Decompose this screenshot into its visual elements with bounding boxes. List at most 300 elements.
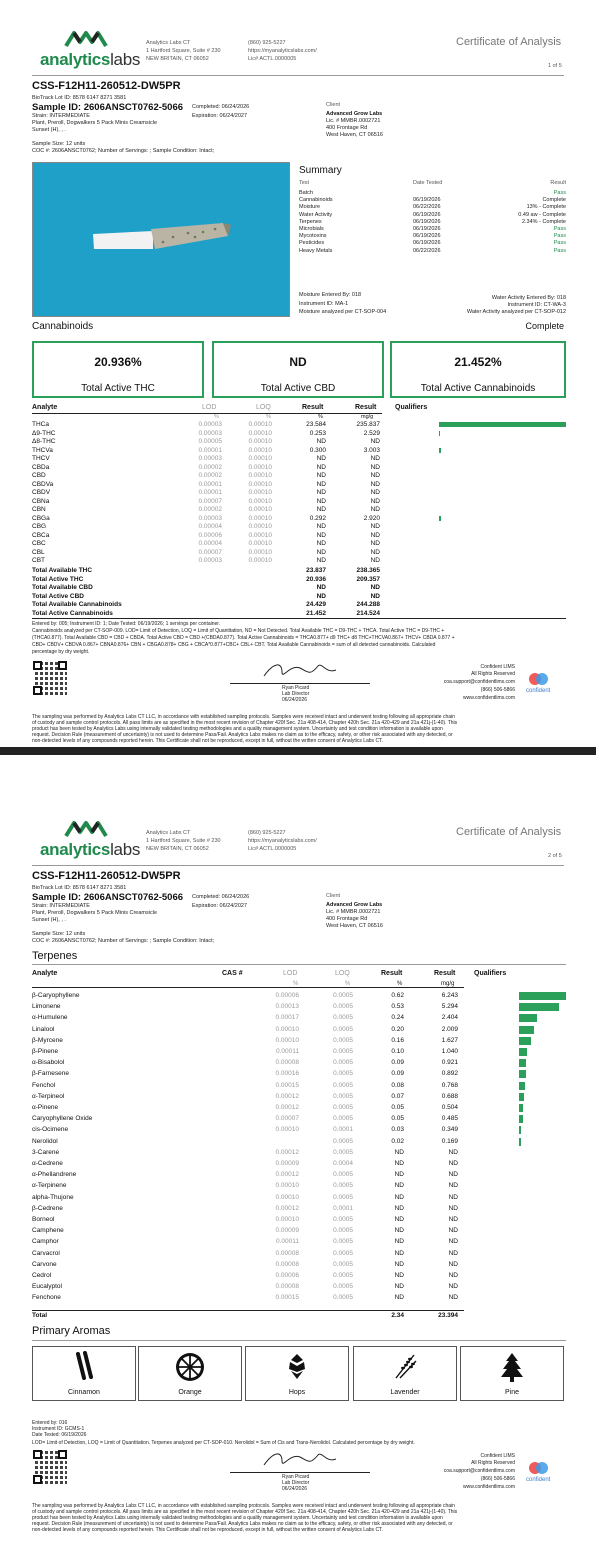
disclaimer-5: non-detected levels of any compounds reported herein. This Certificate shall not be reproduced, except in full, without the written consent of Analytics Labs CT. xyxy=(32,738,383,744)
analyte-result-pct: ND xyxy=(316,463,326,471)
summary-result: Pass xyxy=(553,190,566,196)
analyte-name: THCV xyxy=(32,455,50,462)
analyte-loq: 0.00010 xyxy=(248,548,272,556)
terpene-loq: 0.0001 xyxy=(333,1126,353,1134)
terpene-lod: 0.00010 xyxy=(275,1036,299,1044)
qualifier-bar xyxy=(519,1138,521,1146)
table-row xyxy=(0,1138,596,1148)
terpene-result-mg: 6.243 xyxy=(441,992,458,999)
analyte-result-mg: 3.003 xyxy=(363,446,380,454)
sample-id: Sample ID: 2606ANSCT0762-5066 xyxy=(32,892,184,903)
lab-url[interactable]: https://myanalyticslabs.com/ xyxy=(248,48,317,54)
confident-logo-text: confident xyxy=(526,688,551,694)
terpene-result-pct: ND xyxy=(394,1227,404,1235)
summary-test: Pesticides xyxy=(299,240,325,247)
disclaimer-2: of custody and sample control protocols. All pass limits are as specified in the most recent revision of Chapter 420f Sec. 21a 408-414, Chapter 420h Sec. 21a 420-429 and 21a 421j-(1-40). This xyxy=(32,1509,458,1515)
page-separator xyxy=(0,745,596,789)
product-2: Sunset (H), , . xyxy=(32,127,66,133)
terpene-name: Caryophyllene Oxide xyxy=(32,1115,93,1123)
disclaimer-4: request. Decision Rule (measurement of uncertainty) is not used to determine Pass/Fail. Analytics Labs makes no claim as to the efficacy, safety, or other risk associated with any detected, or xyxy=(32,732,453,738)
lims-rights: All Rights Reserved xyxy=(471,1460,515,1466)
terpene-name: Nerolidol xyxy=(32,1137,58,1145)
lab-address: 1 Hartford Square, Suite # 230 xyxy=(146,838,221,844)
cann-col-result: Result xyxy=(302,404,324,411)
completed-date: Completed: 06/24/2026 xyxy=(192,104,250,110)
summary-test: Microbials xyxy=(299,226,324,232)
terpene-loq: 0.0005 xyxy=(333,1003,353,1011)
terp-col-result: Result xyxy=(381,970,403,977)
table-row xyxy=(0,515,596,523)
total-row xyxy=(0,610,596,618)
terpene-lod: 0.00006 xyxy=(275,992,299,999)
total-pct: 20.936 xyxy=(306,575,326,583)
analyte-lod: 0.00003 xyxy=(198,455,222,462)
summary-result: Pass xyxy=(553,240,566,247)
terp-notes-2: Instrument ID: GCMS-1 xyxy=(32,1426,85,1432)
analyte-loq: 0.00010 xyxy=(248,540,272,547)
analyte-lod: 0.00003 xyxy=(198,429,222,437)
total-thc-box xyxy=(32,341,204,398)
terpene-name: Camphor xyxy=(32,1238,59,1246)
table-row xyxy=(0,472,596,480)
terpene-name: α-Terpineol xyxy=(32,1092,65,1100)
summary-test: Batch xyxy=(299,190,314,196)
water-instrument: Instrument ID: CT-WA-3 xyxy=(507,302,566,308)
disclaimer-1: The sampling was performed by Analytics Labs CT LLC, in accordance with established sampling protocols. Samples were received intact and underwent testing following all appropriate chain xyxy=(32,714,455,720)
terpene-result-pct: ND xyxy=(394,1216,404,1223)
aroma-hops xyxy=(245,1346,349,1401)
disclaimer-3: product has been tested by Analytics Labs using internally validated testing methodologies and a quality management system. Uncertainty and test condition information is available upon xyxy=(32,726,443,732)
terpene-lod: 0.00012 xyxy=(275,1171,299,1179)
total-row xyxy=(0,576,596,584)
total-row xyxy=(0,584,596,592)
analyte-name: CBC xyxy=(32,540,46,547)
sample-size: Sample Size: 12 units xyxy=(32,141,86,147)
analyte-result-mg: ND xyxy=(370,523,380,530)
summary-test: Heavy Metals xyxy=(299,247,333,254)
total-thc-value: 20.936% xyxy=(94,355,142,369)
total-thc-label: Total Active THC xyxy=(81,383,155,394)
terpene-loq: 0.0005 xyxy=(333,1070,353,1078)
product: Plant, Preroll, Dogwalkers 5 Pack Minis Creamsicle xyxy=(32,910,158,916)
analyte-loq: 0.00010 xyxy=(248,557,272,564)
terpene-result-mg: ND xyxy=(448,1249,458,1257)
terpene-loq: 0.0005 xyxy=(333,992,353,999)
terpene-name: β-Caryophyllene xyxy=(32,992,80,999)
summary-date: 06/19/2026 xyxy=(413,218,441,225)
analyte-result-mg: ND xyxy=(370,497,380,505)
coc: COC #: 2606ANSCT0762; Number of Servings: ; Sample Condition: Intact; xyxy=(32,148,215,154)
table-row xyxy=(0,992,596,1002)
lab-name: Analytics Labs CT xyxy=(146,830,191,836)
analyte-name: CBN xyxy=(32,506,46,513)
analyte-lod: 0.00003 xyxy=(198,557,222,564)
lims-url[interactable]: www.confidentlims.com xyxy=(463,695,515,701)
terpene-result-pct: 0.09 xyxy=(391,1070,404,1078)
lims-email[interactable]: coa.support@confidentlims.com xyxy=(443,1468,515,1474)
terpene-name: Cedrol xyxy=(32,1272,52,1279)
terpene-result-pct: ND xyxy=(394,1182,404,1190)
terpene-result-mg: ND xyxy=(448,1182,458,1190)
analyte-result-pct: ND xyxy=(316,548,326,556)
terpene-loq: 0.0005 xyxy=(333,1171,353,1179)
analyte-name: CBT xyxy=(32,557,45,564)
table-row xyxy=(0,1171,596,1181)
lims-name: Confident LIMS xyxy=(480,664,515,670)
total-cannabinoids-box xyxy=(390,341,566,398)
analyte-name: CBDVa xyxy=(32,480,54,488)
lims-url[interactable]: www.confidentlims.com xyxy=(463,1484,515,1490)
terpene-name: Fenchone xyxy=(32,1294,61,1302)
terpene-result-mg: ND xyxy=(448,1216,458,1223)
aroma-label: Cinnamon xyxy=(68,1389,100,1396)
analyte-result-mg: ND xyxy=(370,531,380,539)
terpene-result-mg: 5.294 xyxy=(441,1003,458,1011)
table-row xyxy=(0,1283,596,1293)
summary-col-date: Date Tested xyxy=(413,180,443,186)
biotrack-lot: BioTrack Lot ID: 8578 6147 8271 3581 xyxy=(32,885,127,891)
analyte-result-pct: ND xyxy=(316,480,326,488)
cann-col-lod: LOD xyxy=(202,404,217,411)
terpene-lod: 0.00015 xyxy=(275,1081,299,1089)
qualifier-bar xyxy=(439,516,441,521)
terpene-lod: 0.00010 xyxy=(275,1216,299,1223)
total-name: Total Active THC xyxy=(32,575,84,583)
cann-col-analyte: Analyte xyxy=(32,404,58,411)
analyte-result-mg: ND xyxy=(370,548,380,556)
table-row xyxy=(0,1037,596,1047)
aroma-cinnamon xyxy=(32,1346,136,1401)
qualifier-bar xyxy=(519,1048,527,1056)
analyte-loq: 0.00010 xyxy=(248,455,272,462)
client-license: Lic. # MMBR.0002721 xyxy=(326,118,381,124)
summary-date: 06/22/2026 xyxy=(413,247,441,254)
terp-total-label: Total xyxy=(32,1312,48,1319)
client-label: Client xyxy=(326,893,341,899)
aroma-lavender xyxy=(353,1346,457,1401)
terpene-loq: 0.0005 xyxy=(333,1081,353,1089)
total-name: Total Available Cannabinoids xyxy=(32,601,122,608)
terpene-result-mg: 1.040 xyxy=(441,1048,458,1055)
qualifier-bar xyxy=(519,1026,534,1034)
table-row xyxy=(0,1250,596,1260)
terpene-result-mg: ND xyxy=(448,1283,458,1291)
water-by: Water Activity Entered By: 018 xyxy=(491,295,566,301)
terp-unit-result2: mg/g xyxy=(441,981,455,987)
terpene-name: Limonene xyxy=(32,1003,61,1011)
terpene-result-pct: ND xyxy=(394,1160,404,1167)
disclaimer-3: product has been tested by Analytics Labs using internally validated testing methodologies and a quality management system. Uncertainty and test condition information is available upon xyxy=(32,1515,443,1521)
terpene-name: α-Terpinene xyxy=(32,1182,67,1190)
coc: COC #: 2606ANSCT0762; Number of Servings: ; Sample Condition: Intact; xyxy=(32,938,215,944)
table-row xyxy=(0,1082,596,1092)
summary-title: Summary xyxy=(299,165,342,176)
analyte-loq: 0.00010 xyxy=(248,472,272,479)
total-pct: 24.429 xyxy=(306,601,326,608)
terp-col-qualifiers: Qualifiers xyxy=(474,970,507,977)
analyte-name: THCa xyxy=(32,421,49,428)
total-row xyxy=(0,567,596,575)
confident-logo-text: confident xyxy=(526,1477,551,1483)
analyte-loq: 0.00010 xyxy=(248,514,272,522)
analyte-result-pct: ND xyxy=(316,506,326,513)
analyte-result-mg: ND xyxy=(370,540,380,547)
signer-name: Ryan Picard xyxy=(282,685,310,691)
table-row xyxy=(0,464,596,472)
table-row xyxy=(0,1093,596,1103)
moisture-instrument: Instrument ID: MA-1 xyxy=(299,301,349,307)
analyte-result-mg: ND xyxy=(370,480,380,488)
cann-notes-4: CBD+ CBDV+ CBDVA 0.867+ CBNA0.876+ CBN + CBGA0.878+ CBG + CBCA*0.877+CBC+ CBL+ CBT. Total Available Cannabinoids = sum of all detected cannabinoids. Calculated xyxy=(32,642,436,648)
page-2 xyxy=(0,789,596,1566)
signer-date: 06/24/2026 xyxy=(282,1486,308,1492)
qualifier-bar xyxy=(519,1126,521,1134)
signer-title: Lab Director xyxy=(282,1480,310,1486)
total-name: Total Available CBD xyxy=(32,584,93,591)
terpene-loq: 0.0005 xyxy=(333,1036,353,1044)
terp-col-analyte: Analyte xyxy=(32,970,58,977)
batch-id: CSS-F12H11-260512-DW5PR xyxy=(32,80,181,92)
disclaimer-1: The sampling was performed by Analytics Labs CT LLC, in accordance with established sampling protocols. Samples were received intact and underwent testing following all appropriate chain xyxy=(32,1503,455,1509)
table-row xyxy=(0,1014,596,1024)
terpenes-title: Terpenes xyxy=(32,950,78,962)
table-row xyxy=(0,1026,596,1036)
terpene-result-mg: 0.504 xyxy=(441,1104,458,1111)
cann-unit-result: % xyxy=(318,414,323,420)
table-row xyxy=(0,1261,596,1271)
total-pct: 21.452 xyxy=(306,609,326,617)
qualifier-bar xyxy=(519,1003,559,1011)
table-row xyxy=(0,1048,596,1058)
aromas-row xyxy=(0,1346,596,1401)
analyte-loq: 0.00010 xyxy=(248,497,272,505)
analyte-name: CBNa xyxy=(32,497,50,505)
terp-unit-loq: % xyxy=(345,981,351,987)
terpene-result-pct: ND xyxy=(394,1294,404,1302)
terpene-name: β-Myrcene xyxy=(32,1036,63,1044)
terpene-result-pct: 0.16 xyxy=(391,1036,404,1044)
analyte-result-mg: ND xyxy=(370,506,380,513)
table-row xyxy=(0,1070,596,1080)
doc-title: Certificate of Analysis xyxy=(456,826,562,838)
terpene-result-pct: ND xyxy=(394,1249,404,1257)
logo-text: analyticslabs xyxy=(40,840,141,859)
qualifier-bar xyxy=(439,431,440,436)
cann-notes-5: percentage by dry weight. xyxy=(32,649,90,655)
terp-notes-3: Date Tested: 06/19/2026 xyxy=(32,1432,87,1438)
terpene-result-mg: ND xyxy=(448,1171,458,1179)
terpene-result-pct: 0.03 xyxy=(391,1126,404,1134)
batch-id: CSS-F12H11-260512-DW5PR xyxy=(32,870,181,882)
table-row xyxy=(0,1205,596,1215)
client-city: West Haven, CT 06516 xyxy=(326,923,383,929)
terpene-lod: 0.00017 xyxy=(275,1014,299,1022)
analyte-lod: 0.00002 xyxy=(198,472,222,479)
analyte-lod: 0.00003 xyxy=(198,421,222,428)
analyte-loq: 0.00010 xyxy=(248,523,272,530)
cannabinoids-status: Complete xyxy=(525,321,564,331)
terpene-name: α-Cedrene xyxy=(32,1160,63,1167)
logo-text: analyticslabs xyxy=(40,50,141,69)
terpene-loq: 0.0005 xyxy=(333,1092,353,1100)
table-row xyxy=(0,557,596,565)
lab-url[interactable]: https://myanalyticslabs.com/ xyxy=(248,838,317,844)
expiration-date: Expiration: 06/24/2027 xyxy=(192,903,248,909)
table-row xyxy=(0,1227,596,1237)
client-address: 400 Frontage Rd xyxy=(326,125,368,131)
analyte-name: Δ8-THC xyxy=(32,438,56,445)
terpene-lod: 0.00010 xyxy=(275,1126,299,1134)
aroma-pine xyxy=(460,1346,564,1401)
lims-phone: (866) 506-5866 xyxy=(480,1476,515,1482)
terpene-name: α-Phellandrene xyxy=(32,1171,77,1179)
page-number: 1 of 5 xyxy=(548,63,562,69)
terp-total-pct: 2.34 xyxy=(391,1312,404,1319)
table-row xyxy=(0,1003,596,1013)
summary-test: Mycotoxins xyxy=(299,233,327,240)
analyte-result-mg: ND xyxy=(370,463,380,471)
page-number: 2 of 5 xyxy=(548,853,562,859)
aroma-orange xyxy=(138,1346,242,1401)
total-cannabinoids-label: Total Active Cannabinoids xyxy=(420,383,536,394)
terpene-loq: 0.0005 xyxy=(333,1048,353,1055)
strain: Strain: INTERMEDIATE xyxy=(32,903,90,909)
analyte-result-pct: ND xyxy=(316,557,326,564)
terpene-name: α-Humulene xyxy=(32,1014,68,1022)
analyte-result-mg: 2.529 xyxy=(363,429,380,437)
qualifier-bar xyxy=(519,992,566,1000)
terpene-result-pct: 0.02 xyxy=(391,1137,404,1145)
table-row xyxy=(0,1126,596,1136)
terpene-lod: 0.00015 xyxy=(275,1294,299,1302)
cann-unit-lod: % xyxy=(214,414,219,420)
terpene-result-pct: 0.20 xyxy=(391,1025,404,1033)
terpene-loq: 0.0005 xyxy=(333,1238,353,1246)
terpene-result-pct: 0.09 xyxy=(391,1059,404,1067)
client-label: Client xyxy=(326,102,341,108)
analyte-lod: 0.00001 xyxy=(198,489,222,496)
analyte-result-pct: ND xyxy=(316,455,326,462)
terpene-loq: 0.0005 xyxy=(333,1137,353,1145)
cann-unit-loq: % xyxy=(266,414,271,420)
summary-result: Complete xyxy=(542,197,566,204)
table-row xyxy=(0,506,596,514)
doc-title: Certificate of Analysis xyxy=(456,36,562,48)
table-row xyxy=(0,1059,596,1069)
strain: Strain: INTERMEDIATE xyxy=(32,113,90,119)
terpene-result-mg: ND xyxy=(448,1148,458,1156)
summary-date: 06/19/2026 xyxy=(413,211,441,218)
terpene-result-pct: ND xyxy=(394,1204,404,1212)
analyte-loq: 0.00010 xyxy=(248,446,272,454)
terpene-result-pct: 0.62 xyxy=(391,992,404,999)
analyte-loq: 0.00010 xyxy=(248,489,272,496)
terpene-result-mg: ND xyxy=(448,1227,458,1235)
analyte-result-pct: ND xyxy=(316,472,326,479)
terpene-name: Carvacrol xyxy=(32,1249,60,1257)
table-row xyxy=(0,549,596,557)
signer-date: 06/24/2026 xyxy=(282,697,308,703)
table-row xyxy=(0,421,596,429)
terpene-lod: 0.00010 xyxy=(275,1193,299,1201)
sample-size: Sample Size: 12 units xyxy=(32,931,86,937)
lims-email[interactable]: coa.support@confidentlims.com xyxy=(443,679,515,685)
terpene-name: α-Pinene xyxy=(32,1104,59,1111)
summary-test: Water Activity xyxy=(299,211,333,218)
qualifier-bar xyxy=(519,1093,524,1101)
terpene-result-mg: ND xyxy=(448,1160,458,1167)
table-row xyxy=(0,1182,596,1192)
terpene-lod: 0.00007 xyxy=(275,1115,299,1123)
analyte-lod: 0.00002 xyxy=(198,506,222,513)
terpene-name: Eucalyptol xyxy=(32,1283,62,1291)
table-row xyxy=(0,532,596,540)
table-row xyxy=(0,1149,596,1159)
cann-col-qualifiers: Qualifiers xyxy=(395,404,428,411)
qualifier-bar xyxy=(519,1082,525,1090)
summary-date: 06/22/2026 xyxy=(413,204,441,211)
table-row xyxy=(0,438,596,446)
analyte-result-mg: ND xyxy=(370,489,380,496)
qualifier-bar xyxy=(519,1070,526,1078)
total-row xyxy=(0,593,596,601)
disclaimer-4: request. Decision Rule (measurement of uncertainty) is not used to determine Pass/Fail. Analytics Labs makes no claim as to the efficacy, safety, or other risk associated with any detected, or xyxy=(32,1521,453,1527)
terpene-result-pct: 0.08 xyxy=(391,1081,404,1089)
terpene-result-mg: 1.627 xyxy=(441,1036,458,1044)
terpene-name: Carvone xyxy=(32,1260,57,1268)
table-row xyxy=(0,1238,596,1248)
analyte-lod: 0.00005 xyxy=(198,438,222,445)
total-name: Total Available THC xyxy=(32,567,93,574)
summary-test: Cannabinoids xyxy=(299,197,333,204)
terpene-result-mg: 0.169 xyxy=(441,1137,458,1145)
analyte-name: CBDa xyxy=(32,463,50,471)
terpene-lod: 0.00008 xyxy=(275,1283,299,1291)
analyte-result-pct: 0.300 xyxy=(309,446,326,454)
analyte-result-mg: 235.837 xyxy=(356,421,380,428)
analyte-lod: 0.00006 xyxy=(198,531,222,539)
signer-title: Lab Director xyxy=(282,691,310,697)
qualifier-bar xyxy=(439,422,566,427)
terpene-result-pct: ND xyxy=(394,1272,404,1279)
terpene-lod: 0.00009 xyxy=(275,1227,299,1235)
sample-photo xyxy=(32,162,290,317)
table-row xyxy=(0,1194,596,1204)
table-row xyxy=(0,1272,596,1282)
terpene-loq: 0.0005 xyxy=(333,1193,353,1201)
lab-license: Lic# ACTL.0000005 xyxy=(248,56,297,62)
client-city: West Haven, CT 06516 xyxy=(326,132,383,138)
terpene-result-pct: ND xyxy=(394,1148,404,1156)
analyte-result-mg: ND xyxy=(370,472,380,479)
total-cbd-box xyxy=(212,341,384,398)
total-row xyxy=(0,601,596,609)
analyte-loq: 0.00010 xyxy=(248,463,272,471)
qualifier-bar xyxy=(439,448,441,453)
terpene-result-pct: ND xyxy=(394,1193,404,1201)
terpene-result-pct: 0.05 xyxy=(391,1115,404,1123)
analyte-name: THCVa xyxy=(32,446,53,454)
completed-date: Completed: 06/24/2026 xyxy=(192,894,250,900)
terpene-lod: 0.00011 xyxy=(275,1238,299,1246)
aroma-label: Lavender xyxy=(390,1389,420,1396)
total-name: Total Active CBD xyxy=(32,592,85,600)
lab-city: NEW BRITAIN, CT 06052 xyxy=(146,56,209,62)
analyte-loq: 0.00010 xyxy=(248,480,272,488)
summary-col-test: Test xyxy=(299,180,310,186)
analyte-lod: 0.00003 xyxy=(198,514,222,522)
table-row xyxy=(0,1115,596,1125)
